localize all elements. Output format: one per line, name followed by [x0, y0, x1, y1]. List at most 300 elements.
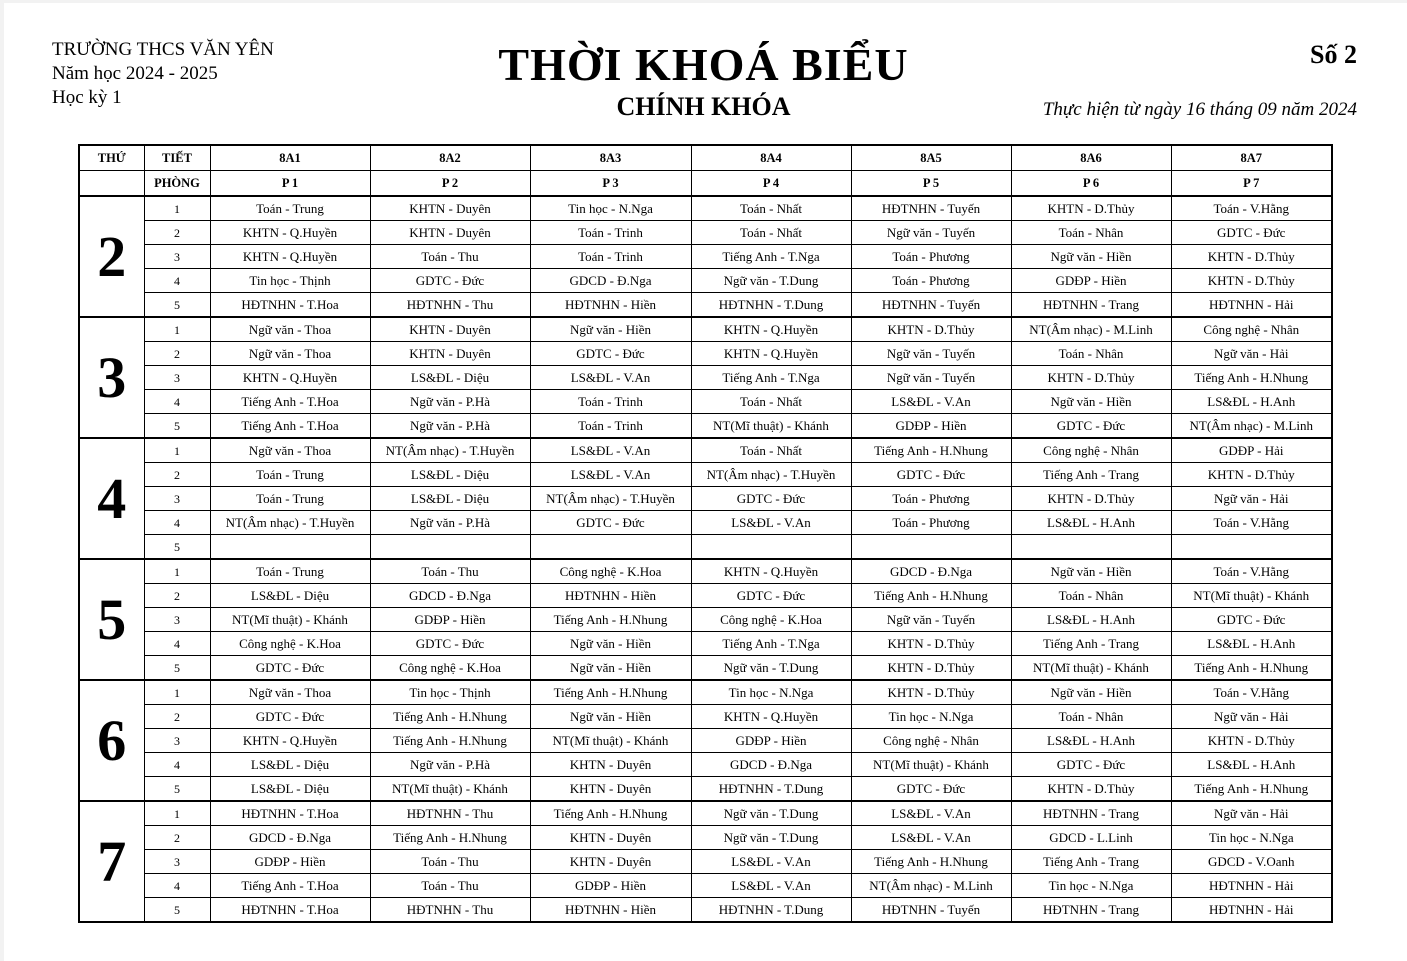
period-number: 5 — [144, 656, 210, 681]
lesson-cell: Toán - Trinh — [530, 245, 691, 269]
period-number: 4 — [144, 632, 210, 656]
period-number: 2 — [144, 463, 210, 487]
table-row — [79, 898, 1332, 923]
lesson-cell: LS&ĐL - H.Anh — [1171, 632, 1332, 656]
lesson-cell: HĐTNHN - T.Dung — [691, 777, 851, 802]
table-row — [79, 511, 1332, 535]
lesson-cell: Ngữ văn - Thoa — [210, 317, 370, 342]
lesson-cell: Toán - Thu — [370, 559, 530, 584]
lesson-cell: GDCD - Đ.Nga — [210, 826, 370, 850]
lesson-cell: KHTN - Q.Huyền — [691, 559, 851, 584]
lesson-cell: LS&ĐL - H.Anh — [1011, 511, 1171, 535]
header-thu: THỨ — [79, 145, 144, 171]
lesson-cell: LS&ĐL - Diệu — [370, 463, 530, 487]
lesson-cell: HĐTNHN - Hải — [1171, 293, 1332, 318]
lesson-cell: GDTC - Đức — [1011, 753, 1171, 777]
lesson-cell: Tiếng Anh - T.Nga — [691, 245, 851, 269]
lesson-cell: KHTN - D.Thủy — [851, 680, 1011, 705]
lesson-cell: GDĐP - Hiền — [1011, 269, 1171, 293]
lesson-cell: KHTN - D.Thủy — [1171, 729, 1332, 753]
lesson-cell: Toán - Phương — [851, 487, 1011, 511]
lesson-cell: NT(Mĩ thuật) - Khánh — [1011, 656, 1171, 681]
lesson-cell: GDTC - Đức — [1171, 221, 1332, 245]
lesson-cell: GDCD - V.Oanh — [1171, 850, 1332, 874]
lesson-cell: LS&ĐL - Diệu — [370, 366, 530, 390]
header-room: P 6 — [1011, 171, 1171, 197]
period-number: 3 — [144, 487, 210, 511]
lesson-cell: Ngữ văn - P.Hà — [370, 753, 530, 777]
lesson-cell: Tin học - N.Nga — [1011, 874, 1171, 898]
period-number: 2 — [144, 221, 210, 245]
table-row — [79, 705, 1332, 729]
lesson-cell: GDTC - Đức — [851, 777, 1011, 802]
lesson-cell: Toán - Trung — [210, 463, 370, 487]
lesson-cell — [530, 535, 691, 560]
lesson-cell: Toán - Trinh — [530, 414, 691, 439]
lesson-cell: LS&ĐL - V.An — [851, 390, 1011, 414]
lesson-cell: Tin học - N.Nga — [1171, 826, 1332, 850]
lesson-cell: KHTN - D.Thủy — [851, 656, 1011, 681]
lesson-cell: HĐTNHN - Trang — [1011, 293, 1171, 318]
header-room: P 2 — [370, 171, 530, 197]
lesson-cell: Toán - Trinh — [530, 390, 691, 414]
period-number: 1 — [144, 559, 210, 584]
lesson-cell: KHTN - Duyên — [370, 221, 530, 245]
lesson-cell — [851, 535, 1011, 560]
lesson-cell: GDCD - Đ.Nga — [370, 584, 530, 608]
table-row — [79, 438, 1332, 463]
table-row — [79, 221, 1332, 245]
lesson-cell: Toán - Nhất — [691, 221, 851, 245]
period-number: 1 — [144, 680, 210, 705]
lesson-cell: KHTN - D.Thủy — [851, 632, 1011, 656]
lesson-cell: Ngữ văn - P.Hà — [370, 414, 530, 439]
lesson-cell: Toán - V.Hằng — [1171, 196, 1332, 221]
lesson-cell: HĐTNHN - Tuyến — [851, 898, 1011, 923]
period-number: 4 — [144, 269, 210, 293]
lesson-cell: NT(Âm nhạc) - M.Linh — [1011, 317, 1171, 342]
lesson-cell: Tin học - N.Nga — [530, 196, 691, 221]
lesson-cell: HĐTNHN - Hải — [1171, 874, 1332, 898]
lesson-cell: GDĐP - Hiền — [370, 608, 530, 632]
lesson-cell: HĐTNHN - Thu — [370, 293, 530, 318]
page-subtitle: CHÍNH KHÓA — [616, 92, 791, 121]
lesson-cell: Ngữ văn - Tuyến — [851, 342, 1011, 366]
lesson-cell: Tiếng Anh - H.Nhung — [851, 850, 1011, 874]
header-room: P 5 — [851, 171, 1011, 197]
day-label: 6 — [79, 680, 144, 801]
lesson-cell: LS&ĐL - Diệu — [370, 487, 530, 511]
header-phong: PHÒNG — [144, 171, 210, 197]
page-edge-left — [0, 0, 4, 961]
lesson-cell: NT(Âm nhạc) - M.Linh — [1171, 414, 1332, 439]
lesson-cell: GDTC - Đức — [530, 511, 691, 535]
lesson-cell: Tin học - Thịnh — [370, 680, 530, 705]
lesson-cell: Công nghệ - K.Hoa — [691, 608, 851, 632]
table-row — [79, 414, 1332, 439]
lesson-cell: KHTN - Duyên — [530, 777, 691, 802]
lesson-cell: Tiếng Anh - H.Nhung — [851, 584, 1011, 608]
table-row — [79, 463, 1332, 487]
header-class: 8A1 — [210, 145, 370, 171]
table-row — [79, 366, 1332, 390]
sheet-number: Số 2 — [1310, 40, 1357, 69]
lesson-cell: Toán - Nhân — [1011, 221, 1171, 245]
lesson-cell: Ngữ văn - Hiền — [1011, 559, 1171, 584]
lesson-cell: KHTN - Duyên — [530, 850, 691, 874]
lesson-cell: Tiếng Anh - H.Nhung — [530, 680, 691, 705]
lesson-cell: LS&ĐL - Diệu — [210, 777, 370, 802]
table-row — [79, 487, 1332, 511]
lesson-cell: LS&ĐL - H.Anh — [1171, 753, 1332, 777]
period-number: 3 — [144, 608, 210, 632]
lesson-cell: Ngữ văn - T.Dung — [691, 826, 851, 850]
school-name: TRƯỜNG THCS VĂN YÊN — [52, 39, 274, 60]
lesson-cell: Công nghệ - K.Hoa — [210, 632, 370, 656]
table-row — [79, 656, 1332, 681]
lesson-cell: HĐTNHN - T.Dung — [691, 293, 851, 318]
lesson-cell: KHTN - D.Thủy — [1011, 777, 1171, 802]
lesson-cell — [1171, 535, 1332, 560]
lesson-cell: NT(Âm nhạc) - T.Huyền — [691, 463, 851, 487]
day-label: 5 — [79, 559, 144, 680]
lesson-cell: Công nghệ - K.Hoa — [530, 559, 691, 584]
header-room: P 1 — [210, 171, 370, 197]
lesson-cell: GDCD - Đ.Nga — [691, 753, 851, 777]
timetable — [78, 144, 1333, 923]
table-row — [79, 342, 1332, 366]
lesson-cell: HĐTNHN - Hiền — [530, 293, 691, 318]
lesson-cell — [691, 535, 851, 560]
lesson-cell: Ngữ văn - Thoa — [210, 342, 370, 366]
lesson-cell: Công nghệ - K.Hoa — [370, 656, 530, 681]
header-class: 8A2 — [370, 145, 530, 171]
lesson-cell: GDTC - Đức — [1171, 608, 1332, 632]
lesson-cell: GDCD - Đ.Nga — [851, 559, 1011, 584]
lesson-cell: Ngữ văn - T.Dung — [691, 269, 851, 293]
period-number: 2 — [144, 584, 210, 608]
table-row — [79, 269, 1332, 293]
lesson-cell: Ngữ văn - Hiền — [530, 705, 691, 729]
lesson-cell: Ngữ văn - P.Hà — [370, 511, 530, 535]
header-room: P 4 — [691, 171, 851, 197]
header-class: 8A5 — [851, 145, 1011, 171]
lesson-cell: NT(Mĩ thuật) - Khánh — [1171, 584, 1332, 608]
header-room: P 3 — [530, 171, 691, 197]
lesson-cell: KHTN - Duyên — [370, 196, 530, 221]
lesson-cell: Tin học - Thịnh — [210, 269, 370, 293]
lesson-cell: LS&ĐL - H.Anh — [1011, 729, 1171, 753]
period-number: 1 — [144, 438, 210, 463]
lesson-cell: KHTN - Q.Huyền — [691, 342, 851, 366]
lesson-cell: GDTC - Đức — [691, 487, 851, 511]
lesson-cell: Tiếng Anh - T.Hoa — [210, 390, 370, 414]
period-number: 4 — [144, 874, 210, 898]
lesson-cell: GDĐP - Hiền — [851, 414, 1011, 439]
lesson-cell: HĐTNHN - Tuyến — [851, 196, 1011, 221]
header-class: 8A3 — [530, 145, 691, 171]
table-row — [79, 608, 1332, 632]
lesson-cell: Toán - Nhất — [691, 390, 851, 414]
lesson-cell: HĐTNHN - Trang — [1011, 898, 1171, 923]
lesson-cell: Ngữ văn - Hiền — [530, 632, 691, 656]
lesson-cell: Toán - Trung — [210, 196, 370, 221]
lesson-cell: Tiếng Anh - H.Nhung — [370, 729, 530, 753]
lesson-cell: Tin học - N.Nga — [691, 680, 851, 705]
lesson-cell: GDTC - Đức — [210, 705, 370, 729]
lesson-cell: GDCD - L.Linh — [1011, 826, 1171, 850]
lesson-cell: LS&ĐL - H.Anh — [1171, 390, 1332, 414]
table-row — [79, 729, 1332, 753]
period-number: 2 — [144, 342, 210, 366]
table-row — [79, 777, 1332, 802]
period-number: 5 — [144, 414, 210, 439]
lesson-cell: HĐTNHN - T.Hoa — [210, 801, 370, 826]
lesson-cell: LS&ĐL - V.An — [851, 801, 1011, 826]
lesson-cell: HĐTNHN - T.Hoa — [210, 293, 370, 318]
lesson-cell: GDTC - Đức — [370, 269, 530, 293]
lesson-cell: Tiếng Anh - Trang — [1011, 632, 1171, 656]
day-label: 7 — [79, 801, 144, 922]
lesson-cell: Toán - Thu — [370, 874, 530, 898]
table-row — [79, 753, 1332, 777]
table-row — [79, 535, 1332, 560]
lesson-cell: Tiếng Anh - Trang — [1011, 463, 1171, 487]
lesson-cell: Công nghệ - Nhân — [1011, 438, 1171, 463]
table-row — [79, 584, 1332, 608]
period-number: 1 — [144, 801, 210, 826]
lesson-cell: LS&ĐL - Diệu — [210, 753, 370, 777]
lesson-cell: HĐTNHN - Tuyến — [851, 293, 1011, 318]
period-number: 5 — [144, 535, 210, 560]
lesson-cell: HĐTNHN - Thu — [370, 801, 530, 826]
header-class: 8A4 — [691, 145, 851, 171]
lesson-cell — [1011, 535, 1171, 560]
period-number: 5 — [144, 777, 210, 802]
lesson-cell: KHTN - D.Thủy — [1011, 196, 1171, 221]
header-row-rooms — [79, 171, 1332, 197]
lesson-cell: Ngữ văn - Thoa — [210, 680, 370, 705]
lesson-cell: Ngữ văn - Thoa — [210, 438, 370, 463]
period-number: 3 — [144, 366, 210, 390]
lesson-cell: GDTC - Đức — [851, 463, 1011, 487]
period-number: 5 — [144, 898, 210, 923]
day-label: 3 — [79, 317, 144, 438]
header-class: 8A7 — [1171, 145, 1332, 171]
period-number: 3 — [144, 729, 210, 753]
header-row-classes — [79, 145, 1332, 171]
lesson-cell: Công nghệ - Nhân — [1171, 317, 1332, 342]
lesson-cell: Toán - V.Hằng — [1171, 559, 1332, 584]
lesson-cell: KHTN - Duyên — [530, 826, 691, 850]
lesson-cell: Ngữ văn - Hiền — [1011, 680, 1171, 705]
lesson-cell: GDĐP - Hải — [1171, 438, 1332, 463]
lesson-cell: LS&ĐL - V.An — [691, 850, 851, 874]
lesson-cell: KHTN - Q.Huyền — [210, 729, 370, 753]
lesson-cell: Toán - Thu — [370, 245, 530, 269]
lesson-cell: Toán - Nhân — [1011, 584, 1171, 608]
lesson-cell: HĐTNHN - Hải — [1171, 898, 1332, 923]
header-room: P 7 — [1171, 171, 1332, 197]
lesson-cell: Công nghệ - Nhân — [851, 729, 1011, 753]
lesson-cell: NT(Mĩ thuật) - Khánh — [691, 414, 851, 439]
table-row — [79, 680, 1332, 705]
lesson-cell: Ngữ văn - Hiền — [530, 656, 691, 681]
lesson-cell: KHTN - Duyên — [370, 342, 530, 366]
table-row — [79, 632, 1332, 656]
lesson-cell: NT(Âm nhạc) - T.Huyền — [210, 511, 370, 535]
table-row — [79, 874, 1332, 898]
lesson-cell: Tiếng Anh - H.Nhung — [370, 705, 530, 729]
lesson-cell: Ngữ văn - T.Dung — [691, 656, 851, 681]
lesson-cell: Tiếng Anh - T.Nga — [691, 632, 851, 656]
lesson-cell: KHTN - D.Thủy — [851, 317, 1011, 342]
lesson-cell: Tin học - N.Nga — [851, 705, 1011, 729]
lesson-cell: Ngữ văn - Tuyến — [851, 221, 1011, 245]
lesson-cell: LS&ĐL - H.Anh — [1011, 608, 1171, 632]
lesson-cell: GDTC - Đức — [210, 656, 370, 681]
lesson-cell: Toán - Thu — [370, 850, 530, 874]
school-year: Năm học 2024 - 2025 — [52, 63, 218, 84]
lesson-cell: HĐTNHN - Hiền — [530, 584, 691, 608]
lesson-cell: Toán - Trung — [210, 559, 370, 584]
lesson-cell: KHTN - D.Thủy — [1171, 245, 1332, 269]
lesson-cell: Tiếng Anh - H.Nhung — [370, 826, 530, 850]
lesson-cell: Ngữ văn - Hải — [1171, 487, 1332, 511]
period-number: 2 — [144, 705, 210, 729]
lesson-cell: Tiếng Anh - H.Nhung — [1171, 366, 1332, 390]
lesson-cell: NT(Âm nhạc) - T.Huyền — [370, 438, 530, 463]
lesson-cell: KHTN - Duyên — [530, 753, 691, 777]
lesson-cell: Tiếng Anh - H.Nhung — [1171, 777, 1332, 802]
period-number: 1 — [144, 196, 210, 221]
lesson-cell: KHTN - D.Thủy — [1171, 269, 1332, 293]
lesson-cell: Toán - Nhất — [691, 438, 851, 463]
lesson-cell: Toán - Nhân — [1011, 342, 1171, 366]
lesson-cell: LS&ĐL - V.An — [530, 463, 691, 487]
lesson-cell: Toán - V.Hằng — [1171, 680, 1332, 705]
lesson-cell: GDTC - Đức — [370, 632, 530, 656]
table-row — [79, 196, 1332, 221]
period-number: 3 — [144, 850, 210, 874]
period-number: 2 — [144, 826, 210, 850]
lesson-cell: Toán - Phương — [851, 245, 1011, 269]
lesson-cell: Ngữ văn - Hiền — [1011, 245, 1171, 269]
day-label: 2 — [79, 196, 144, 317]
day-label: 4 — [79, 438, 144, 559]
lesson-cell — [370, 535, 530, 560]
lesson-cell: HĐTNHN - Hiền — [530, 898, 691, 923]
lesson-cell: GDCD - Đ.Nga — [530, 269, 691, 293]
page-edge-top — [0, 0, 1407, 3]
period-number: 1 — [144, 317, 210, 342]
lesson-cell: Tiếng Anh - T.Nga — [691, 366, 851, 390]
lesson-cell: KHTN - D.Thủy — [1171, 463, 1332, 487]
lesson-cell: Tiếng Anh - T.Hoa — [210, 874, 370, 898]
table-row — [79, 390, 1332, 414]
lesson-cell: LS&ĐL - V.An — [691, 511, 851, 535]
lesson-cell: Tiếng Anh - T.Hoa — [210, 414, 370, 439]
semester: Học kỳ 1 — [52, 87, 122, 108]
lesson-cell: HĐTNHN - Trang — [1011, 801, 1171, 826]
lesson-cell: NT(Mĩ thuật) - Khánh — [851, 753, 1011, 777]
lesson-cell: Ngữ văn - Hải — [1171, 705, 1332, 729]
table-row — [79, 801, 1332, 826]
lesson-cell: Tiếng Anh - H.Nhung — [1171, 656, 1332, 681]
lesson-cell: Toán - Nhất — [691, 196, 851, 221]
table-row — [79, 293, 1332, 318]
lesson-cell: KHTN - Q.Huyền — [210, 366, 370, 390]
header-tiet: TIẾT — [144, 145, 210, 171]
lesson-cell: Ngữ văn - P.Hà — [370, 390, 530, 414]
lesson-cell: NT(Âm nhạc) - M.Linh — [851, 874, 1011, 898]
lesson-cell: Toán - Phương — [851, 269, 1011, 293]
lesson-cell: LS&ĐL - V.An — [691, 874, 851, 898]
lesson-cell: KHTN - Q.Huyền — [210, 245, 370, 269]
lesson-cell: Toán - Trung — [210, 487, 370, 511]
lesson-cell: KHTN - Q.Huyền — [691, 705, 851, 729]
lesson-cell: KHTN - Q.Huyền — [210, 221, 370, 245]
lesson-cell: Tiếng Anh - Trang — [1011, 850, 1171, 874]
header-blank — [79, 171, 144, 197]
lesson-cell: Toán - Trinh — [530, 221, 691, 245]
lesson-cell: Ngữ văn - Hiền — [530, 317, 691, 342]
lesson-cell: KHTN - D.Thủy — [1011, 487, 1171, 511]
lesson-cell: Toán - V.Hằng — [1171, 511, 1332, 535]
lesson-cell: Ngữ văn - Tuyến — [851, 366, 1011, 390]
lesson-cell — [210, 535, 370, 560]
lesson-cell: GDĐP - Hiền — [530, 874, 691, 898]
lesson-cell: KHTN - Duyên — [370, 317, 530, 342]
lesson-cell: NT(Âm nhạc) - T.Huyền — [530, 487, 691, 511]
lesson-cell: LS&ĐL - V.An — [851, 826, 1011, 850]
lesson-cell: LS&ĐL - V.An — [530, 438, 691, 463]
lesson-cell: NT(Mĩ thuật) - Khánh — [530, 729, 691, 753]
lesson-cell: Ngữ văn - Hải — [1171, 801, 1332, 826]
lesson-cell: HĐTNHN - T.Hoa — [210, 898, 370, 923]
lesson-cell: HĐTNHN - T.Dung — [691, 898, 851, 923]
period-number: 3 — [144, 245, 210, 269]
lesson-cell: Ngữ văn - T.Dung — [691, 801, 851, 826]
lesson-cell: GDTC - Đức — [1011, 414, 1171, 439]
table-row — [79, 826, 1332, 850]
table-row — [79, 559, 1332, 584]
lesson-cell: Ngữ văn - Tuyến — [851, 608, 1011, 632]
lesson-cell: Ngữ văn - Hải — [1171, 342, 1332, 366]
period-number: 5 — [144, 293, 210, 318]
period-number: 4 — [144, 753, 210, 777]
lesson-cell: Tiếng Anh - H.Nhung — [530, 801, 691, 826]
lesson-cell: HĐTNHN - Thu — [370, 898, 530, 923]
lesson-cell: Toán - Nhân — [1011, 705, 1171, 729]
lesson-cell: GDĐP - Hiền — [691, 729, 851, 753]
lesson-cell: NT(Mĩ thuật) - Khánh — [370, 777, 530, 802]
effective-date: Thực hiện từ ngày 16 tháng 09 năm 2024 — [1042, 99, 1357, 120]
period-number: 4 — [144, 511, 210, 535]
lesson-cell: GDĐP - Hiền — [210, 850, 370, 874]
lesson-cell: LS&ĐL - V.An — [530, 366, 691, 390]
header-class: 8A6 — [1011, 145, 1171, 171]
lesson-cell: NT(Mĩ thuật) - Khánh — [210, 608, 370, 632]
lesson-cell: GDTC - Đức — [691, 584, 851, 608]
lesson-cell: Ngữ văn - Hiền — [1011, 390, 1171, 414]
table-row — [79, 245, 1332, 269]
table-row — [79, 850, 1332, 874]
page-title: THỜI KHOÁ BIỂU — [498, 39, 909, 90]
lesson-cell: KHTN - Q.Huyền — [691, 317, 851, 342]
lesson-cell: Tiếng Anh - H.Nhung — [530, 608, 691, 632]
lesson-cell: KHTN - D.Thủy — [1011, 366, 1171, 390]
